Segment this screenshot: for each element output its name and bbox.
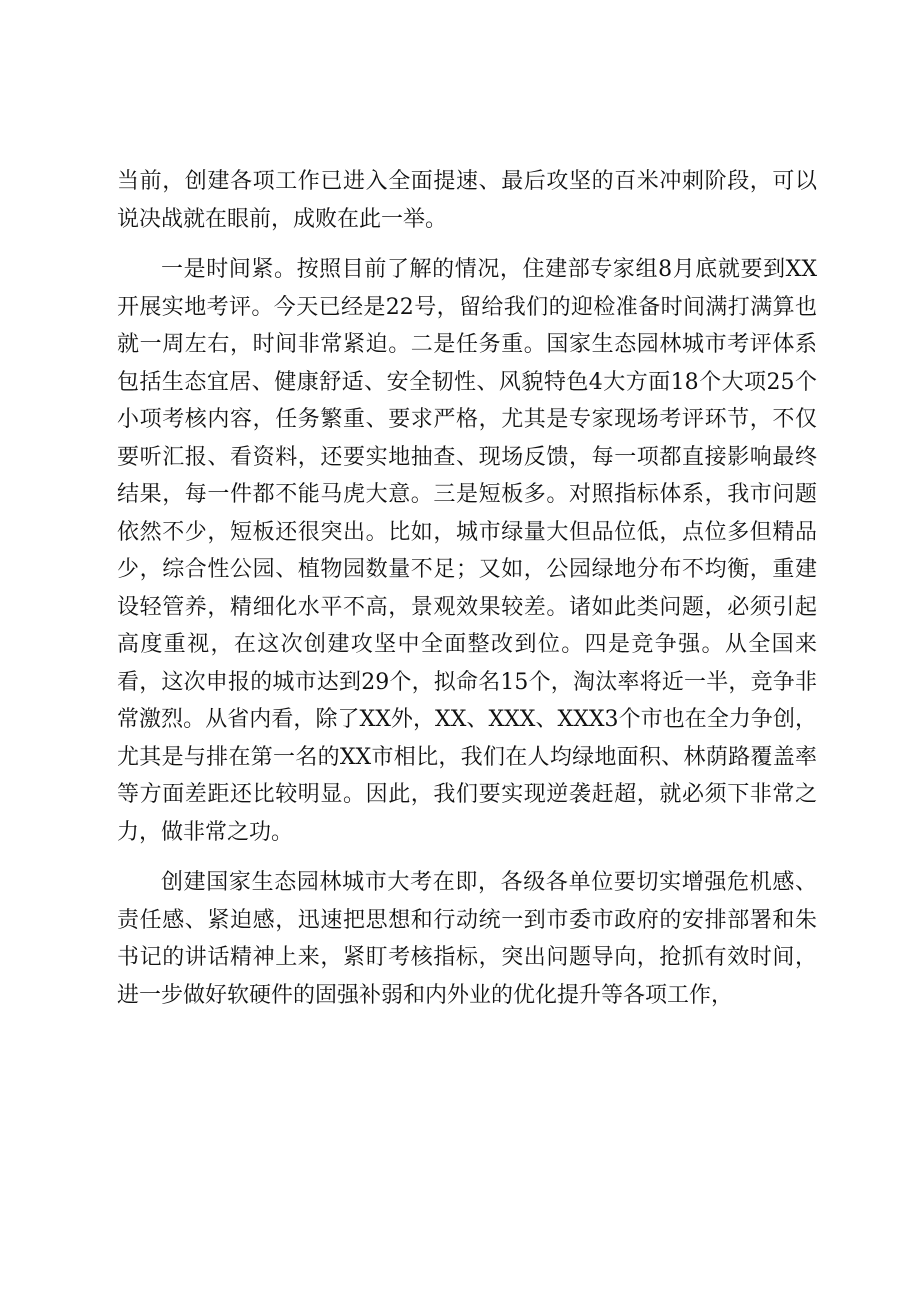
paragraph-continuation: 当前，创建各项工作已进入全面提速、最后攻坚的百米冲刺阶段，可以说决战就在眼前，成败在此一举。: [117, 169, 817, 232]
paragraph-challenges: 一是时间紧。按照目前了解的情况，住建部专家组8月底就要到XX开展实地考评。今天已经是22号，留给我们的迎检准备时间满打满算也就一周左右，时间非常紧迫。二是任务重。国家生态园林城市考评体系包括生态宜居、健康舒适、安全韧性、风貌特色4大方面18个大项25个小项考核内容，任务繁重、要求严格，尤其是专家现场考评环节，不仅要听汇报、看资料，还要实地抽查、现场反馈，每一项都直接影响最终结果，每一件都不能马虎大意。三是短板多。对照指标体系，我市问题依然不少，短板还很突出。比如，城市绿量大但品位低，点位多但精品少，综合性公园、植物园数量不足；又如，公园绿地分布不均衡，重建设轻管养，精细化水平不高，景观效果较差。诸如此类问题，必须引起高度重视，在这次创建攻坚中全面整改到位。四是竞争强。从全国来看，这次申报的城市达到29个，拟命名15个，淘汰率将近一半，竞争非常激烈。从省内看，除了XX外，XX、XXX、XXX3个市也在全力争创，尤其是与排在第一名的XX市相比，我们在人均绿地面积、林荫路覆盖率等方面差距还比较明显。因此，我们要实现逆袭赶超，就必须下非常之力，做非常之功。: [117, 257, 817, 845]
paragraph-call-to-action: 创建国家生态园林城市大考在即，各级各单位要切实增强危机感、责任感、紧迫感，迅速把思想和行动统一到市委市政府的安排部署和朱书记的讲话精神上来，紧盯考核指标，突出问题导向，抢抓有效时间，进一步做好软硬件的固强补弱和内外业的优化提升等各项工作，: [117, 870, 817, 1008]
document-body: [117, 163, 817, 1014]
